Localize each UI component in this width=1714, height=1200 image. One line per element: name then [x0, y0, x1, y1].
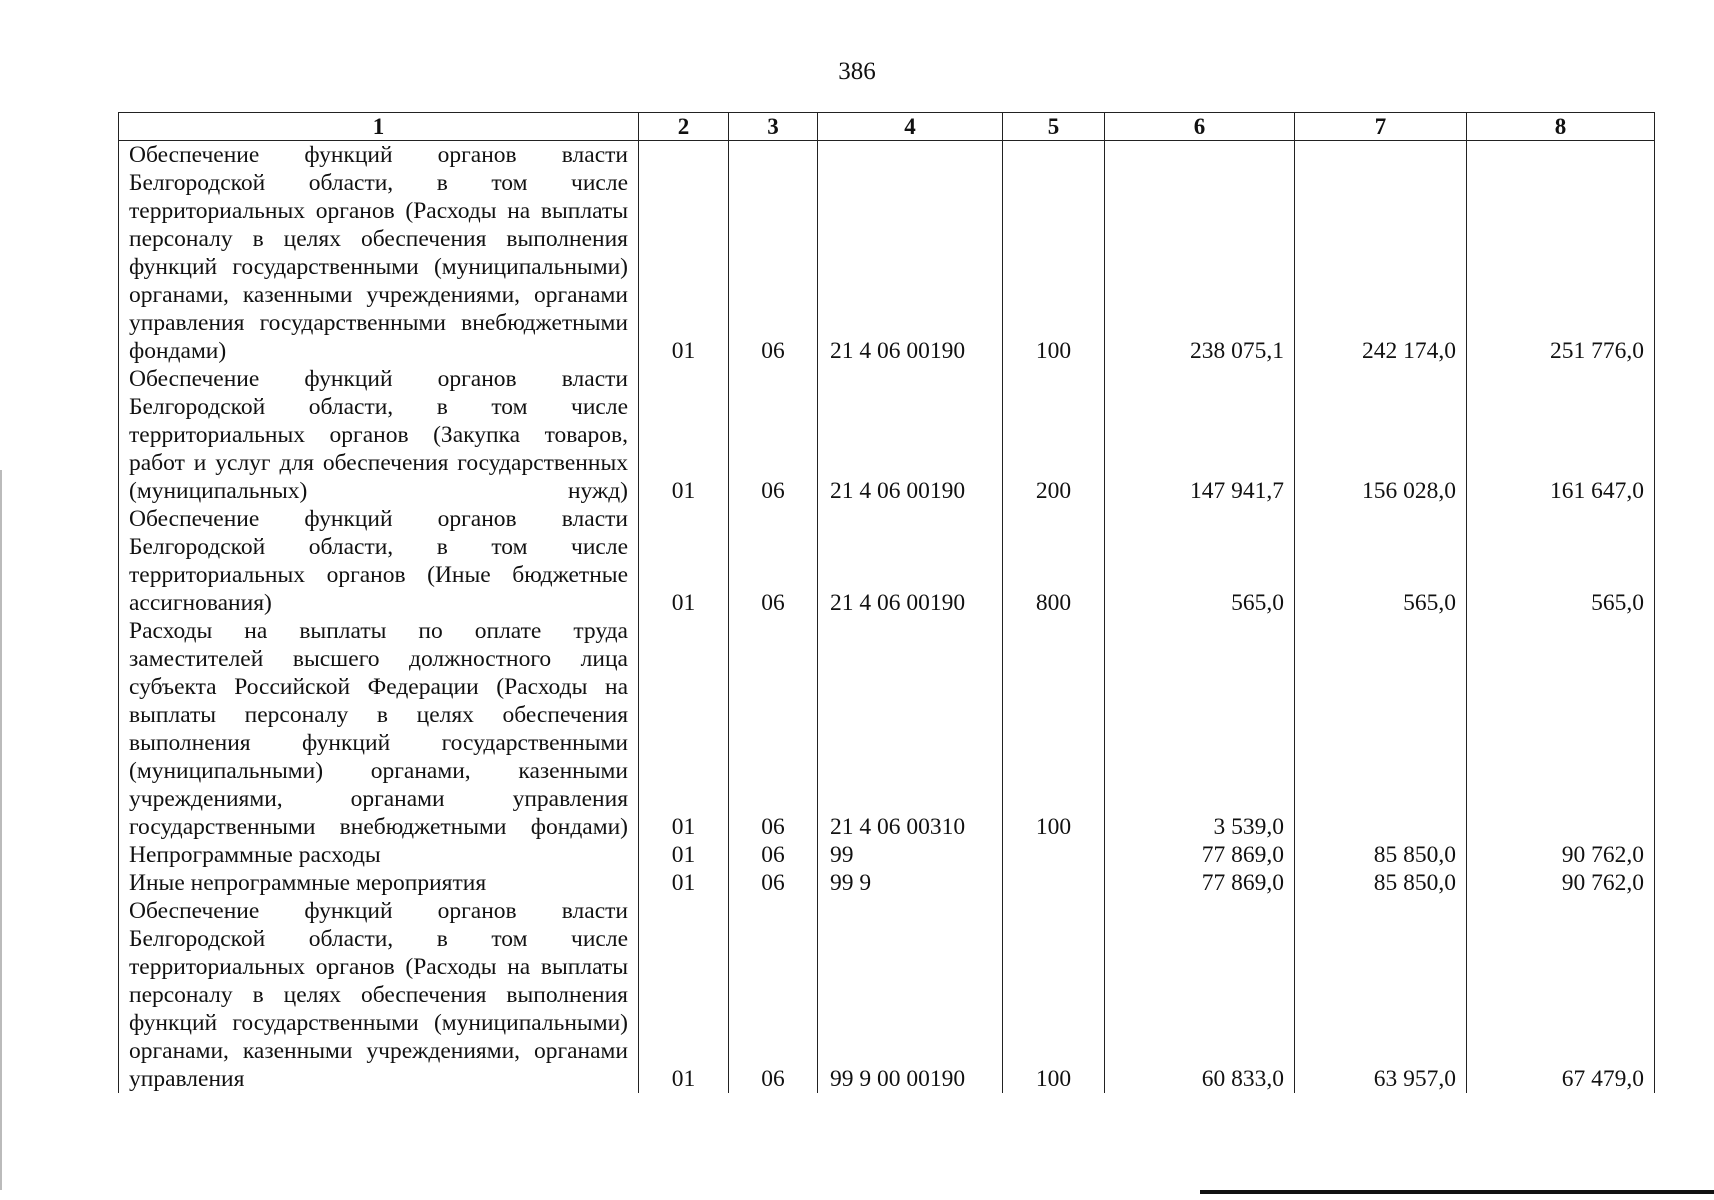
cell-target-article: 21 4 06 00190: [818, 365, 1003, 505]
table-row: [119, 869, 1655, 897]
cell-amount-6: 565,0: [1105, 505, 1295, 617]
cell-amount-7: 85 850,0: [1295, 869, 1467, 897]
cell-expense-type: 200: [1003, 365, 1105, 505]
cell-section: 01: [639, 365, 729, 505]
cell-amount-7: 242 174,0: [1295, 141, 1467, 366]
cell-amount-6: 60 833,0: [1105, 897, 1295, 1093]
cell-target-article: 99: [818, 841, 1003, 869]
cell-subsection: 06: [729, 869, 818, 897]
cell-subsection: 06: [729, 897, 818, 1093]
budget-table: [118, 112, 1655, 1093]
scan-edge: [0, 470, 2, 1190]
cell-amount-8: 251 776,0: [1467, 141, 1655, 366]
bottom-rule: [1200, 1190, 1714, 1194]
row-description: Расходы на выплаты по оплате труда заместителей высшего должностного лица субъекта Российской Федерации (Расходы на выплаты персоналу в целях обеспечения выполнения функций государственными (муниципальными) органами, казенными учреждениями, органами управления государственными внебюджетными фондами): [119, 617, 639, 841]
cell-target-article: 99 9: [818, 869, 1003, 897]
header-col-4: 4: [818, 113, 1003, 141]
cell-amount-8: [1467, 617, 1655, 841]
cell-expense-type: 100: [1003, 141, 1105, 366]
row-description: Непрограммные расходы: [119, 841, 639, 869]
cell-section: 01: [639, 897, 729, 1093]
cell-amount-6: 3 539,0: [1105, 617, 1295, 841]
cell-amount-6: 147 941,7: [1105, 365, 1295, 505]
cell-section: 01: [639, 841, 729, 869]
cell-amount-8: 67 479,0: [1467, 897, 1655, 1093]
cell-subsection: 06: [729, 505, 818, 617]
header-col-2: 2: [639, 113, 729, 141]
cell-section: 01: [639, 869, 729, 897]
cell-section: 01: [639, 141, 729, 366]
cell-expense-type: 800: [1003, 505, 1105, 617]
cell-subsection: 06: [729, 365, 818, 505]
cell-amount-7: 565,0: [1295, 505, 1467, 617]
cell-target-article: 21 4 06 00190: [818, 141, 1003, 366]
cell-expense-type: 100: [1003, 897, 1105, 1093]
header-col-6: 6: [1105, 113, 1295, 141]
cell-amount-8: 90 762,0: [1467, 841, 1655, 869]
cell-expense-type: [1003, 841, 1105, 869]
cell-amount-8: 161 647,0: [1467, 365, 1655, 505]
header-col-5: 5: [1003, 113, 1105, 141]
table-row: [119, 841, 1655, 869]
cell-subsection: 06: [729, 841, 818, 869]
page-number: 386: [838, 58, 876, 85]
table-header: [119, 113, 1655, 141]
table-row: [119, 365, 1655, 505]
cell-amount-6: 77 869,0: [1105, 869, 1295, 897]
row-description: Обеспечение функций органов власти Белгородской области, в том числе территориальных органов (Иные бюджетные ассигнования): [119, 505, 639, 617]
cell-amount-8: 90 762,0: [1467, 869, 1655, 897]
row-description: Иные непрограммные мероприятия: [119, 869, 639, 897]
table-body: [119, 141, 1655, 1094]
table-row: [119, 617, 1655, 841]
row-description: Обеспечение функций органов власти Белгородской области, в том числе территориальных органов (Расходы на выплаты персоналу в целях обеспечения выполнения функций государственными (муниципальными) органами, казенными учреждениями, органами управления государственными внебюджетными фондами): [119, 141, 639, 366]
cell-amount-7: 85 850,0: [1295, 841, 1467, 869]
cell-section: 01: [639, 505, 729, 617]
header-row: [119, 113, 1655, 141]
cell-expense-type: [1003, 869, 1105, 897]
cell-target-article: 99 9 00 00190: [818, 897, 1003, 1093]
table-row: [119, 897, 1655, 1093]
cell-amount-6: 77 869,0: [1105, 841, 1295, 869]
row-description: Обеспечение функций органов власти Белгородской области, в том числе территориальных органов (Расходы на выплаты персоналу в целях обеспечения выполнения функций государственными (муниципальными) органами, казенными учреждениями, органами управления: [119, 897, 639, 1093]
header-col-8: 8: [1467, 113, 1655, 141]
header-col-1: 1: [119, 113, 639, 141]
cell-target-article: 21 4 06 00190: [818, 505, 1003, 617]
cell-amount-7: 156 028,0: [1295, 365, 1467, 505]
cell-amount-7: 63 957,0: [1295, 897, 1467, 1093]
row-description: Обеспечение функций органов власти Белгородской области, в том числе территориальных органов (Закупка товаров, работ и услуг для обеспечения государственных (муниципальных) нужд): [119, 365, 639, 505]
cell-target-article: 21 4 06 00310: [818, 617, 1003, 841]
table-row: [119, 141, 1655, 366]
cell-expense-type: 100: [1003, 617, 1105, 841]
cell-amount-8: 565,0: [1467, 505, 1655, 617]
cell-subsection: 06: [729, 617, 818, 841]
cell-amount-6: 238 075,1: [1105, 141, 1295, 366]
table-row: [119, 505, 1655, 617]
cell-section: 01: [639, 617, 729, 841]
header-col-3: 3: [729, 113, 818, 141]
header-col-7: 7: [1295, 113, 1467, 141]
cell-amount-7: [1295, 617, 1467, 841]
cell-subsection: 06: [729, 141, 818, 366]
